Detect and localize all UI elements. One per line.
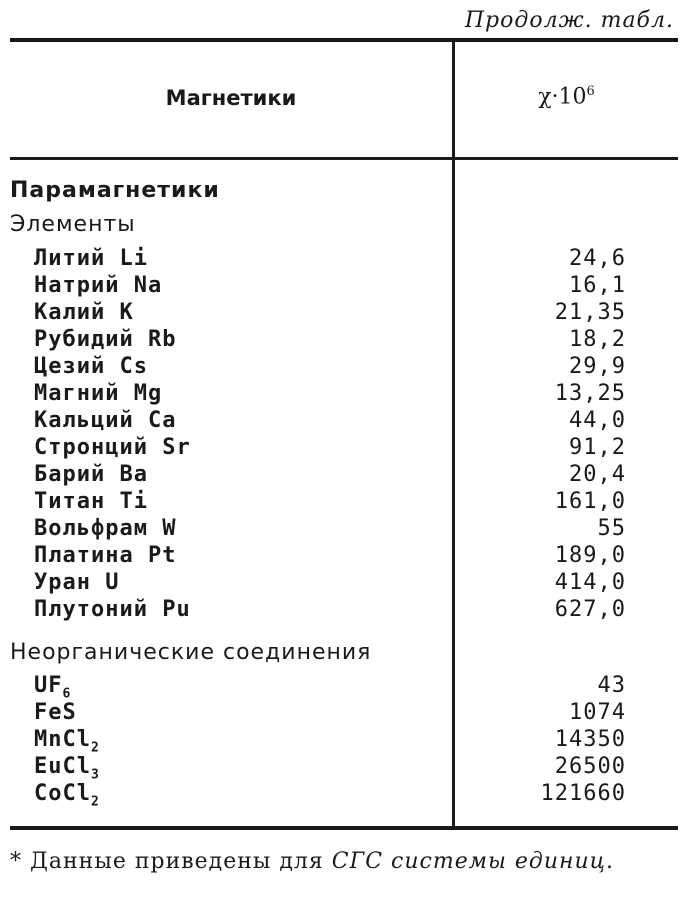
table-row	[0, 462, 686, 489]
table-top-rule	[10, 38, 678, 42]
section-inorganic-compounds: Неорганические соединения	[10, 640, 372, 665]
substance-name-text: Натрий Na	[34, 273, 163, 298]
substance-name	[34, 754, 100, 782]
substance-name-text: Барий Ba	[34, 462, 148, 487]
substance-name-text: UF	[34, 673, 63, 698]
substance-name-text: Литий Li	[34, 246, 148, 271]
substance-name	[34, 246, 148, 271]
substance-name-text: Магний Mg	[34, 381, 163, 406]
substance-name	[34, 597, 191, 622]
susceptibility-value: 14350	[554, 727, 626, 752]
section-paramagnetics: Парамагнетики	[10, 178, 220, 203]
substance-name-text: Уран U	[34, 570, 120, 595]
substance-name-text: Платина Pt	[34, 543, 177, 568]
footnote-italic: СГС системы единиц	[331, 849, 607, 874]
table-row	[0, 516, 686, 543]
substance-name	[34, 462, 148, 487]
table-row	[0, 700, 686, 727]
table-row	[0, 408, 686, 435]
substance-name-text: Калий K	[34, 300, 134, 325]
table-row	[0, 781, 686, 808]
substance-name-text: Рубидий Rb	[34, 327, 177, 352]
substance-name	[34, 570, 119, 595]
column-header-magnetics: Магнетики	[165, 86, 297, 110]
table-row	[0, 727, 686, 754]
table-row	[0, 354, 686, 381]
susceptibility-value: 20,4	[569, 462, 626, 487]
susceptibility-value: 21,35	[554, 300, 626, 325]
section-elements: Элементы	[10, 212, 136, 237]
susceptibility-value: 414,0	[554, 570, 626, 595]
substance-name	[34, 354, 148, 379]
susceptibility-value: 13,25	[554, 381, 626, 406]
susceptibility-exponent: 6	[586, 84, 595, 99]
column-header-susceptibility	[455, 84, 678, 109]
header-bottom-rule	[10, 157, 678, 160]
table-row	[0, 673, 686, 700]
substance-name	[34, 489, 148, 514]
table-bottom-rule	[10, 826, 678, 830]
substance-name	[34, 273, 162, 298]
table-row	[0, 543, 686, 570]
table-row	[0, 754, 686, 781]
substance-name-text: Кальций Ca	[34, 408, 177, 433]
substance-name	[34, 327, 176, 352]
susceptibility-value: 29,9	[569, 354, 626, 379]
table-row	[0, 489, 686, 516]
substance-name-text: Стронций Sr	[34, 435, 191, 460]
substance-name-text: Вольфрам W	[34, 516, 177, 541]
susceptibility-value: 121660	[540, 781, 626, 806]
substance-name-text: Цезий Cs	[34, 354, 148, 379]
substance-name	[34, 381, 162, 406]
substance-name-text: Титан Ti	[34, 489, 148, 514]
table-row	[0, 246, 686, 273]
susceptibility-value: 18,2	[569, 327, 626, 352]
susceptibility-value: 627,0	[554, 597, 626, 622]
substance-name	[34, 543, 176, 568]
substance-subscript: 3	[90, 767, 100, 783]
susceptibility-value: 16,1	[569, 273, 626, 298]
susceptibility-value: 161,0	[554, 489, 626, 514]
susceptibility-value: 1074	[569, 700, 626, 725]
substance-name	[34, 727, 100, 755]
footnote-star: *	[10, 849, 22, 874]
susceptibility-value: 55	[597, 516, 626, 541]
susceptibility-value: 43	[597, 673, 626, 698]
footnote-text: Данные приведены для	[22, 849, 332, 874]
table-row	[0, 327, 686, 354]
substance-name-text: MnCl	[34, 727, 91, 752]
susceptibility-symbol: χ·10	[538, 84, 587, 110]
substance-subscript: 6	[62, 686, 72, 702]
table-row	[0, 381, 686, 408]
substance-name	[34, 435, 191, 460]
table-row	[0, 435, 686, 462]
susceptibility-value: 24,6	[569, 246, 626, 271]
footnote-end: .	[606, 849, 615, 874]
table-row	[0, 597, 686, 624]
continuation-label: Продолж. табл.	[464, 8, 674, 33]
elements-table-body	[0, 246, 686, 624]
substance-name-text: Плутоний Pu	[34, 597, 191, 622]
table-row	[0, 273, 686, 300]
substance-subscript: 2	[90, 740, 100, 756]
table-row	[0, 570, 686, 597]
susceptibility-value: 189,0	[554, 543, 626, 568]
substance-name-text: FeS	[34, 700, 77, 725]
footnote	[10, 846, 678, 878]
substance-name	[34, 781, 100, 809]
substance-name-text: CoCl	[34, 781, 91, 806]
susceptibility-value: 91,2	[569, 435, 626, 460]
substance-subscript: 2	[90, 794, 100, 810]
table-row	[0, 300, 686, 327]
substance-name	[34, 673, 71, 701]
substance-name-text: EuCl	[34, 754, 91, 779]
substance-name	[34, 408, 176, 433]
substance-name	[34, 700, 77, 725]
susceptibility-value: 44,0	[569, 408, 626, 433]
compounds-table-body	[0, 673, 686, 808]
substance-name	[34, 300, 134, 325]
susceptibility-value: 26500	[554, 754, 626, 779]
substance-name	[34, 516, 176, 541]
